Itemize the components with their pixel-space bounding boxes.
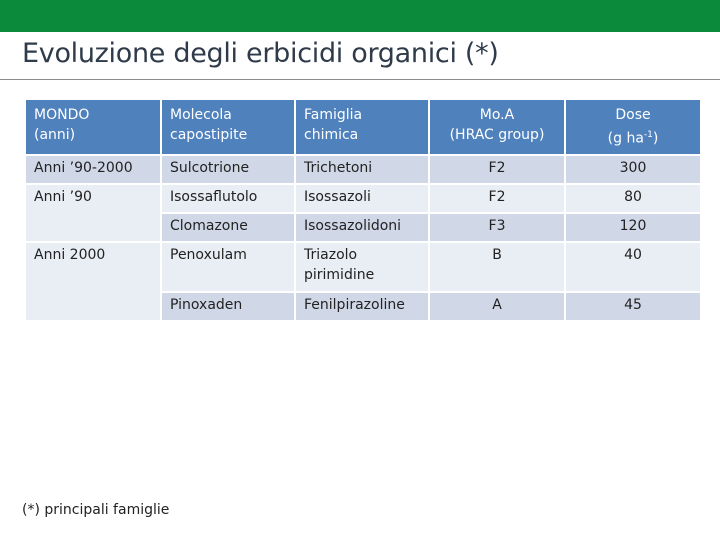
- header-mondo: MONDO (anni): [25, 99, 161, 155]
- cell-moa: F2: [429, 184, 565, 213]
- cell-dose: 45: [565, 292, 701, 321]
- top-accent-bar: [0, 0, 720, 32]
- cell-family: Trichetoni: [295, 155, 429, 184]
- cell-period: Anni ’90-2000: [25, 155, 161, 184]
- cell-molecule: Isossaflutolo: [161, 184, 295, 213]
- cell-family: Isossazoli: [295, 184, 429, 213]
- table-header-row: [25, 99, 701, 155]
- header-moa: Mo.A (HRAC group): [429, 99, 565, 155]
- cell-dose: 300: [565, 155, 701, 184]
- table-row: [25, 242, 701, 292]
- cell-molecule: Clomazone: [161, 213, 295, 242]
- cell-family: Fenilpirazoline: [295, 292, 429, 321]
- header-molecola: Molecola capostipite: [161, 99, 295, 155]
- cell-moa: F3: [429, 213, 565, 242]
- table-row: [25, 184, 701, 213]
- cell-family: Isossazolidoni: [295, 213, 429, 242]
- cell-molecule: Sulcotrione: [161, 155, 295, 184]
- cell-period: Anni 2000: [25, 242, 161, 321]
- cell-dose: 40: [565, 242, 701, 292]
- cell-moa: A: [429, 292, 565, 321]
- cell-family: Triazolo pirimidine: [295, 242, 429, 292]
- cell-molecule: Pinoxaden: [161, 292, 295, 321]
- cell-dose: 120: [565, 213, 701, 242]
- cell-molecule: Penoxulam: [161, 242, 295, 292]
- slide-title: Evoluzione degli erbicidi organici (*): [22, 38, 499, 69]
- title-divider: [0, 79, 720, 80]
- header-dose: Dose (g $ha^{-1}$): [565, 99, 701, 155]
- herbicide-table: [24, 98, 702, 322]
- cell-moa: F2: [429, 155, 565, 184]
- cell-moa: B: [429, 242, 565, 292]
- cell-period: Anni ’90: [25, 184, 161, 242]
- table-row: [25, 155, 701, 184]
- cell-dose: 80: [565, 184, 701, 213]
- footnote: (*) principali famiglie: [22, 502, 170, 518]
- header-famiglia: Famiglia chimica: [295, 99, 429, 155]
